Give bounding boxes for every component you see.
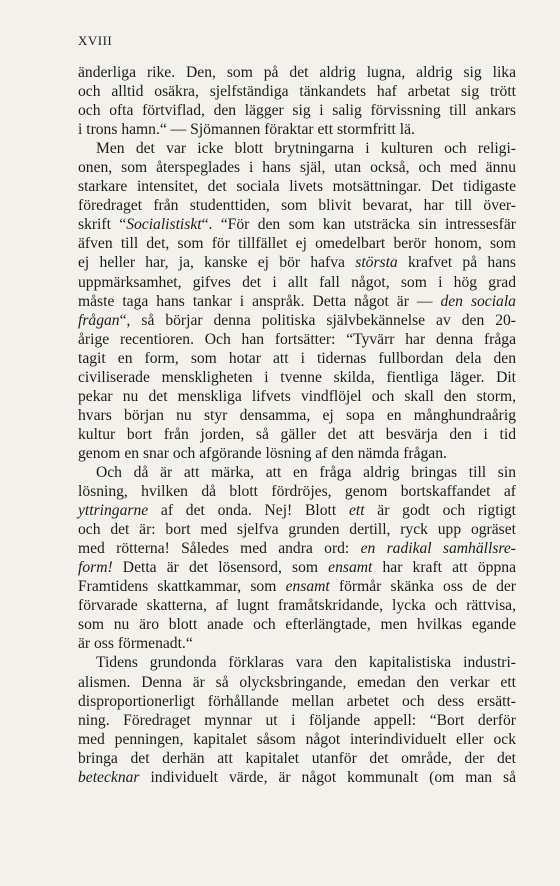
italic-emphasis: ensamt — [285, 578, 330, 596]
italic-emphasis: Socialistiskt — [126, 216, 202, 234]
text-line: alismen. Denna är så olycksbringande, emedan den verkar ett — [78, 673, 516, 691]
italic-emphasis: form! — [78, 559, 113, 577]
text-line: och det är: bort med sjelfva grunden dertill, ryck upp ogräset — [78, 521, 516, 539]
text-line: lösning, hvilken då blott fördröjes, genom bortskaffandet af — [78, 483, 516, 501]
text-line: föredraget från studenttiden, som blivit bevarat, har till över- — [78, 197, 516, 215]
text-line: som nu äro blott anade och efterlängtade, men hvilkas egande — [78, 616, 516, 634]
text-line: skrift “Socialistiskt“. “För den som kan utsträcka sin intressesfär — [78, 216, 516, 234]
text-line: bringa det derhän att kapitalet utanför det område, der det — [78, 749, 516, 767]
text-line: förvarade skatterna, af lugnt framåtskridande, lycka och rättvisa, — [78, 597, 516, 615]
text-line: är oss förmenadt.“ — [78, 635, 193, 653]
text-line: yttringarne af det onda. Nej! Blott ett är godt och rigtigt — [78, 502, 517, 520]
text-line: med penningen, kapitalet såsom något interindividuelt eller ock — [78, 730, 516, 748]
page-number: XVIII — [78, 33, 113, 48]
italic-emphasis: en radikal samhällsre- — [360, 540, 516, 558]
text-line: tagit en form, som hotar att i tidernas fullbordan dela den — [78, 349, 516, 367]
text-line: disproportionerligt förhållande mellan arbetet och dess ersätt- — [78, 692, 516, 710]
text-line: och alltid osäkra, sjelfständiga tänkandets haf arbetat sig trött — [78, 83, 516, 101]
text-line: änderliga rike. Den, som på det aldrig lugna, aldrig sig lika — [78, 64, 516, 81]
text-line: och ofta förtviflad, den lägger sig i salig förvissning till ankars — [78, 102, 516, 120]
text-line: Och då är att märka, att en fråga aldrig bringas till sin — [96, 463, 516, 481]
text-line: i trons hamn.“ — Sjömannen föraktar ett stormfritt lä. — [78, 121, 415, 139]
italic-emphasis: ensamt — [328, 559, 373, 577]
italic-emphasis: frågan — [78, 311, 120, 329]
italic-emphasis: ett — [348, 502, 365, 520]
italic-emphasis: största — [355, 254, 398, 272]
text-line: genom en snar och afgörande lösning af den nämda frågan. — [78, 444, 447, 462]
italic-emphasis: den sociala — [440, 292, 516, 310]
text-line: onen, som återspeglades i hans själ, utan också, och med ännu — [78, 159, 516, 177]
text-line: måste taga hans tankar i anspråk. Detta något är — den sociala — [78, 292, 516, 310]
text-line: äfven till det, som för tillfället ej omedelbart berör honom, som — [78, 235, 516, 253]
text-line: Framtidens skattkammar, som ensamt förmår skänka oss de der — [78, 578, 516, 596]
text-line: pekar nu det menskliga lifvets vindflöjel och skall den storm, — [78, 387, 516, 405]
text-line: betecknar individuelt värde, är något kommunalt (om man så — [78, 768, 516, 786]
text-line: kultur bort från jorden, så gäller det att besvärja den i tid — [78, 425, 516, 443]
text-line: form! Detta är det lösensord, som ensamt har kraft att öppna — [78, 559, 516, 577]
italic-emphasis: yttringarne — [78, 502, 149, 520]
text-line: årige recentioren. Och han fortsätter: “Tyvärr har denna fråga — [78, 330, 516, 348]
italic-emphasis: betecknar — [78, 768, 140, 786]
text-line: frågan“, så börjar denna politiska självbekännelse av den 20- — [78, 311, 516, 329]
text-line: hvars början nu styr densamma, ej sopa en månghundraårig — [78, 406, 516, 424]
text-line: starkare intensitet, det sociala livets motsättningar. Det tidigaste — [78, 178, 516, 196]
text-line: ej heller har, ja, kanske ej bör hafva största krafvet på hans — [78, 254, 516, 272]
text-line: Men det var icke blott brytningarna i kulturen och religi- — [96, 140, 516, 158]
body-text — [78, 63, 516, 787]
text-line: uppmärksamhet, gifves det i allt fall något, som i hög grad — [78, 273, 516, 291]
text-line: Tidens grundonda förklaras vara den kapitalistiska industri- — [96, 654, 516, 672]
text-line: med rötterna! Således med andra ord: en radikal samhällsre- — [78, 540, 516, 558]
text-line: ning. Föredraget mynnar ut i följande appell: “Bort derför — [78, 711, 516, 729]
text-line: civiliserade menskligheten i tvenne skilda, fientliga läger. Dit — [78, 368, 516, 386]
